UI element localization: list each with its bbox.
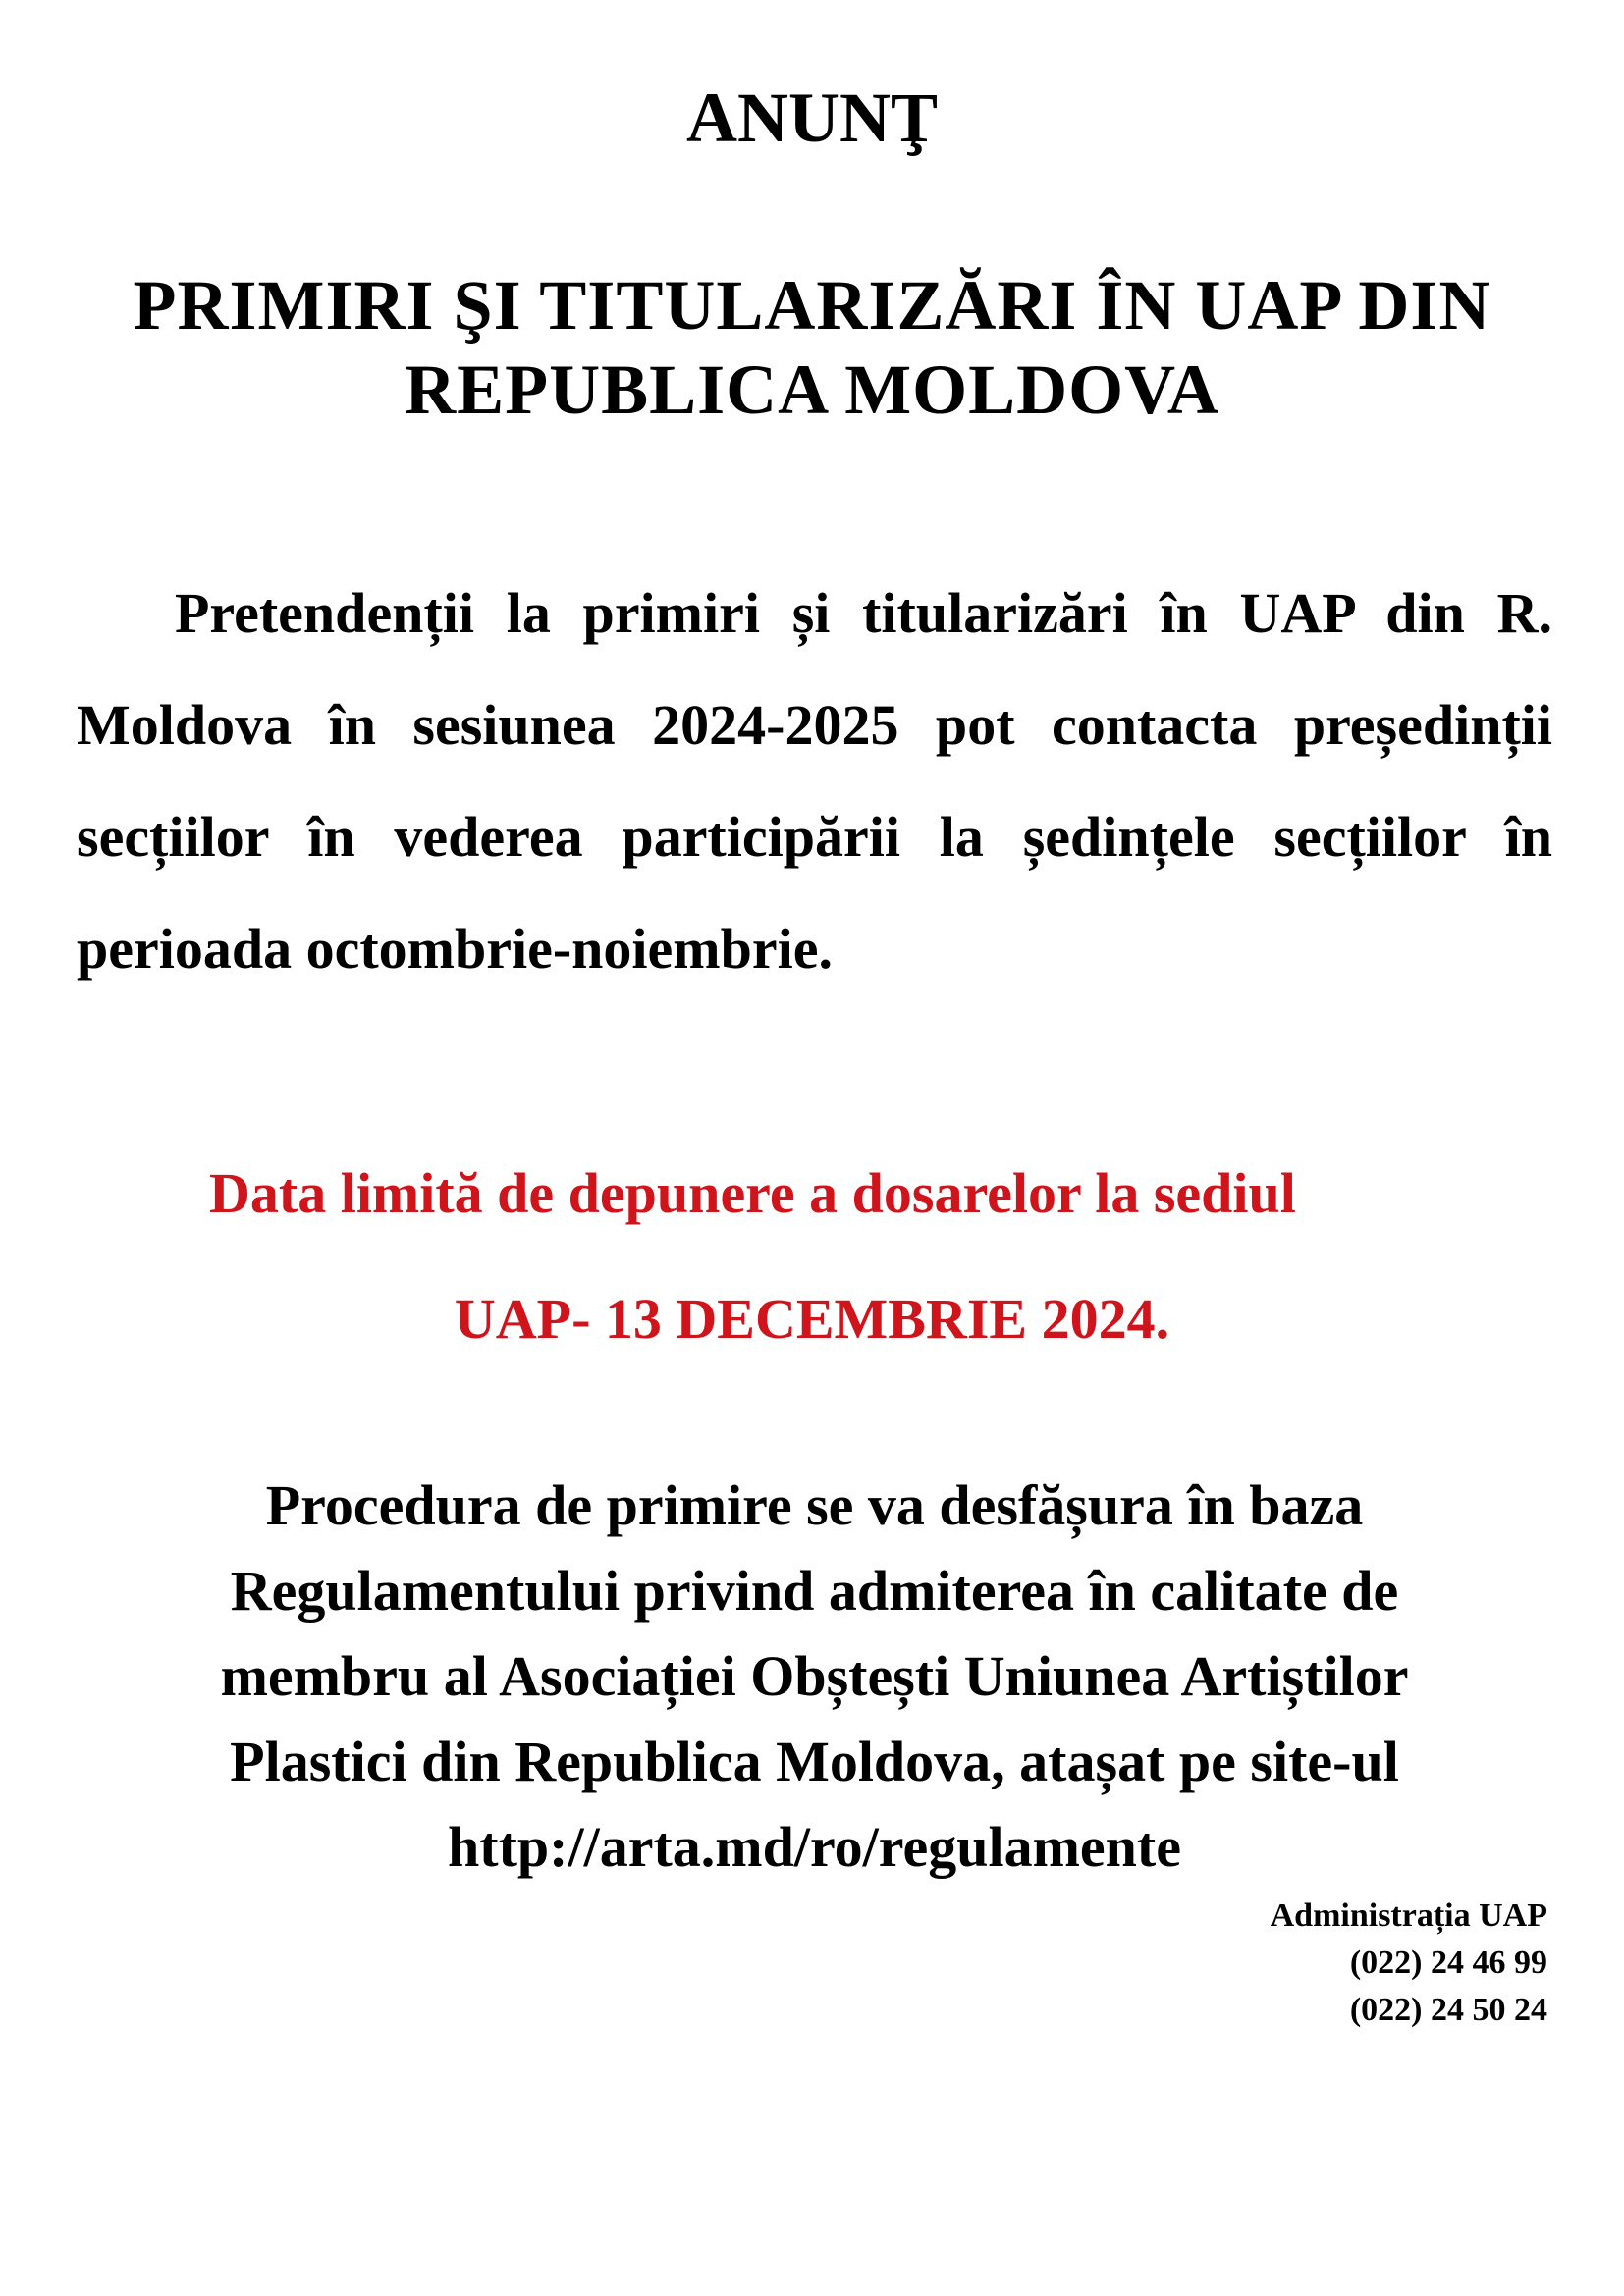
page-subtitle (0, 263, 1624, 432)
procedure-line: Procedura de primire se va desfășura în baza (265, 1473, 1364, 1537)
page-title: ANUNŢ (685, 79, 938, 157)
regulations-link[interactable]: http://arta.md/ro/regulamente (448, 1815, 1181, 1879)
deadline-line-2: UAP- 13 DECEMBRIE 2024. (454, 1287, 1170, 1351)
procedure-line: Regulamentului privind admiterea în calitate de (230, 1559, 1399, 1623)
contact-phone: (022) 24 46 99 (1349, 1945, 1547, 1981)
procedure-paragraph (77, 1463, 1552, 1890)
intro-paragraph: Pretendenții la primiri și titularizări în UAP din R. Moldova în sesiunea 2024-2025 pot contacta președinții secțiilor în vederea participării la ședințele secțiilor în perioada octombrie-noiembrie. (77, 581, 1552, 981)
procedure-line: membru al Asociației Obștești Uniunea Artiștilor (220, 1644, 1409, 1708)
procedure-line: Plastici din Republica Moldova, atașat pe site-ul (230, 1730, 1399, 1793)
contact-block (1271, 1893, 1547, 2034)
contact-phone: (022) 24 50 24 (1349, 1992, 1547, 2028)
contact-name: Administrația UAP (1270, 1897, 1547, 1934)
subtitle-text: PRIMIRI ŞI TITULARIZĂRI ÎN UAP DIN REPUBLICA MOLDOVA (133, 266, 1491, 429)
deadline-line-1: Data limită de depunere a dosarelor la sediul (209, 1161, 1296, 1225)
deadline-notice (0, 1131, 1624, 1382)
